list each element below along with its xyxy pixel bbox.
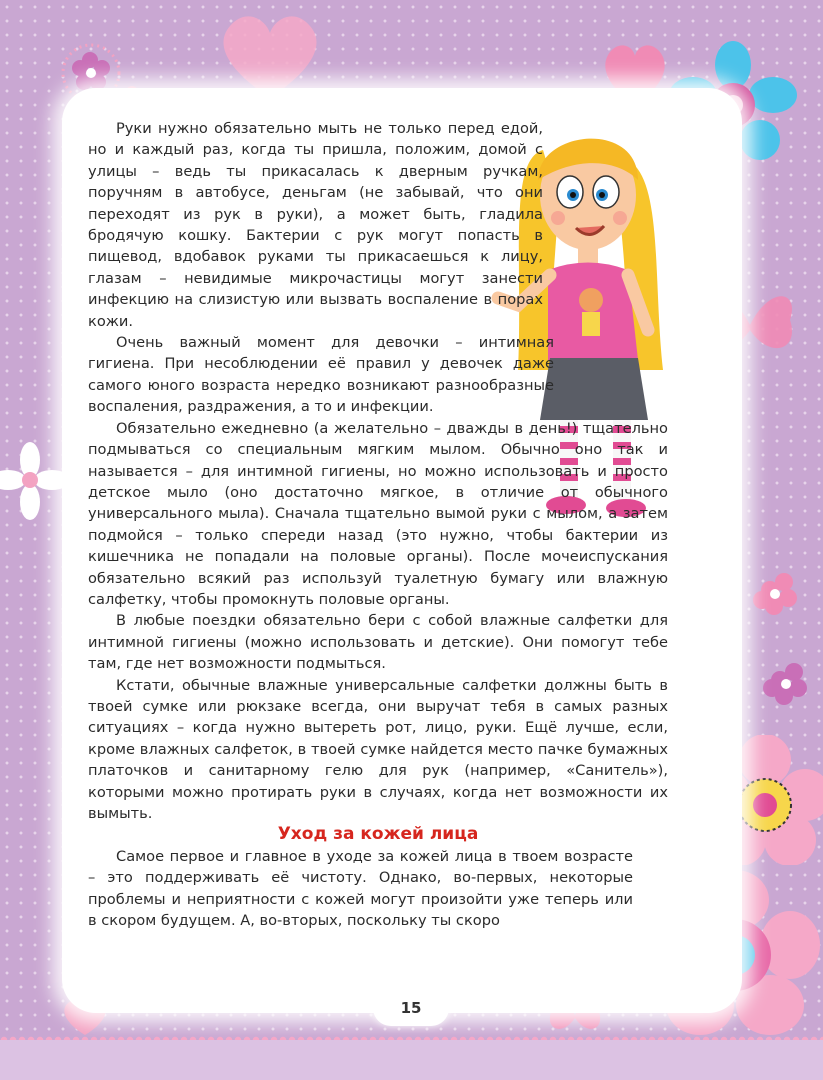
paragraph: Кстати, обычные влажные универсальные салфетки должны быть в твоей сумке или рюкзаке всегда, они выручат тебя в самых разных ситуациях – когда нужно вытереть рот, лицо, руки. Ещё лучше, если, кроме влажных салфеток, в твоей сумке найдется место пачке бумажных платочков и санитарному гелю для рук (например, «Санитель»), которыми можно протирать руки в случаях, когда нет возможности их вымыть. (88, 676, 668, 822)
paragraph: Самое первое и главное в уходе за кожей лица в твоем возрасте – это поддерживать её чистоту. Однако, во-первых, некоторые проблемы и неприятности с кожей могут произойти уже теперь или в скором будущем. А, во-вторых, поскольку ты скоро (88, 847, 633, 930)
paragraph: Обязательно ежедневно (а желательно – дважды в день!) тщательно подмываться со специальным мягким мылом. Обычно оно так и называется – для интимной гигиены, но можно использовать и просто детское мыло (оно достаточно мягкое, в отличие от обычного универсального мыла). Сначала тщательно вымой руки с мылом, а затем подмойся – только спереди назад (это нужно, чтобы бактерии из кишечника не попадали на половые органы). После мочеиспускания обязательно всякий раз используй туалетную бумагу или влажную салфетку, чтобы промокнуть половые органы. (88, 419, 668, 608)
decor-flowers-right-column (740, 560, 823, 740)
decor-bottom-band (0, 1040, 823, 1080)
paragraph: Очень важный момент для девочки – интимная гигиена. При несоблюдении её правил у девочек даже самого юного возраста нередко возникают разнообразные воспаления, раздражения, а то и инфекции. (88, 334, 554, 416)
article-text (88, 118, 668, 931)
page-number: 15 (373, 990, 449, 1026)
decor-flower-left (0, 440, 70, 530)
section-heading: Уход за кожей лица (277, 824, 479, 845)
paragraph: Руки нужно обязательно мыть не только перед едой, но и каждый раз, когда ты пришла, положим, домой с улицы – ведь ты прикасалась к дверным ручкам, поручням в автобусе, деньгам (не забывай, что они переходят из рук в руки), а может быть, гладила бродячую кошку. Бактерии с рук могут попасть в пищевод, вдобавок руками ты прикасаешься к лицу, глазам – невидимые микрочастицы могут занести инфекцию на слизистую или вызвать воспаление в порах кожи. (88, 120, 543, 330)
paragraph: В любые поездки обязательно бери с собой влажные салфетки для интимной гигиены (можно использовать и детские). Они помогут тебе там, где нет возможности подмыться. (88, 612, 668, 673)
